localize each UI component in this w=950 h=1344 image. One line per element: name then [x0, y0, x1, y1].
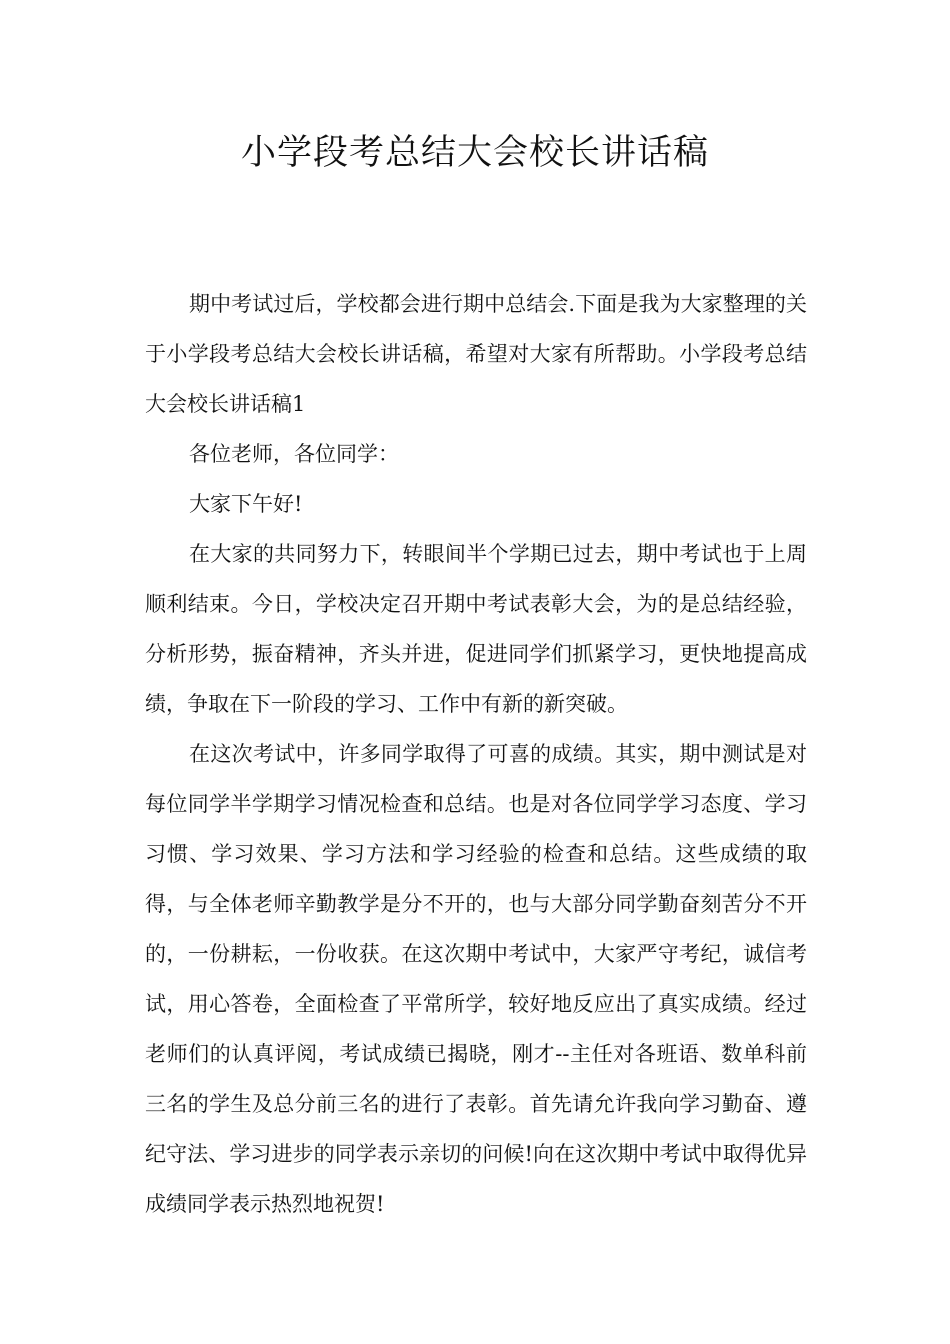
- paragraph-intro: 期中考试过后，学校都会进行期中总结会.下面是我为大家整理的关于小学段考总结大会校长讲话稿，希望对大家有所帮助。小学段考总结大会校长讲话稿1: [145, 292, 807, 416]
- paragraph-salutation: 各位老师，各位同学：: [189, 442, 399, 466]
- paragraph-achievements: 在这次考试中，许多同学取得了可喜的成绩。其实，期中测试是对每位同学半学期学习情况检查和总结。也是对各位同学学习态度、学习习惯、学习效果、学习方法和学习经验的检查和总结。这些成绩的取得，与全体老师辛勤教学是分不开的，也与大部分同学勤奋刻苦分不开的，一份耕耘，一份收获。在这次期中考试中，大家严守考纪，诚信考试，用心答卷，全面检查了平常所学，较好地反应出了真实成绩。经过老师们的认真评阅，考试成绩已揭晓，刚才--主任对各班语、数单科前三名的学生及总分前三名的进行了表彰。首先请允许我向学习勤奋、遵纪守法、学习进步的同学表示亲切的问候!向在这次期中考试中取得优异成绩同学表示热烈地祝贺!: [145, 742, 807, 1216]
- paragraph-context: 在大家的共同努力下，转眼间半个学期已过去，期中考试也于上周顺利结束。今日，学校决定召开期中考试表彰大会，为的是总结经验，分析形势，振奋精神，齐头并进，促进同学们抓紧学习，更快地提高成绩，争取在下一阶段的学习、工作中有新的新突破。: [145, 542, 807, 716]
- paragraph-greeting: 大家下午好!: [189, 492, 303, 516]
- document-body: [145, 279, 807, 1229]
- document-title: 小学段考总结大会校长讲话稿: [240, 133, 709, 173]
